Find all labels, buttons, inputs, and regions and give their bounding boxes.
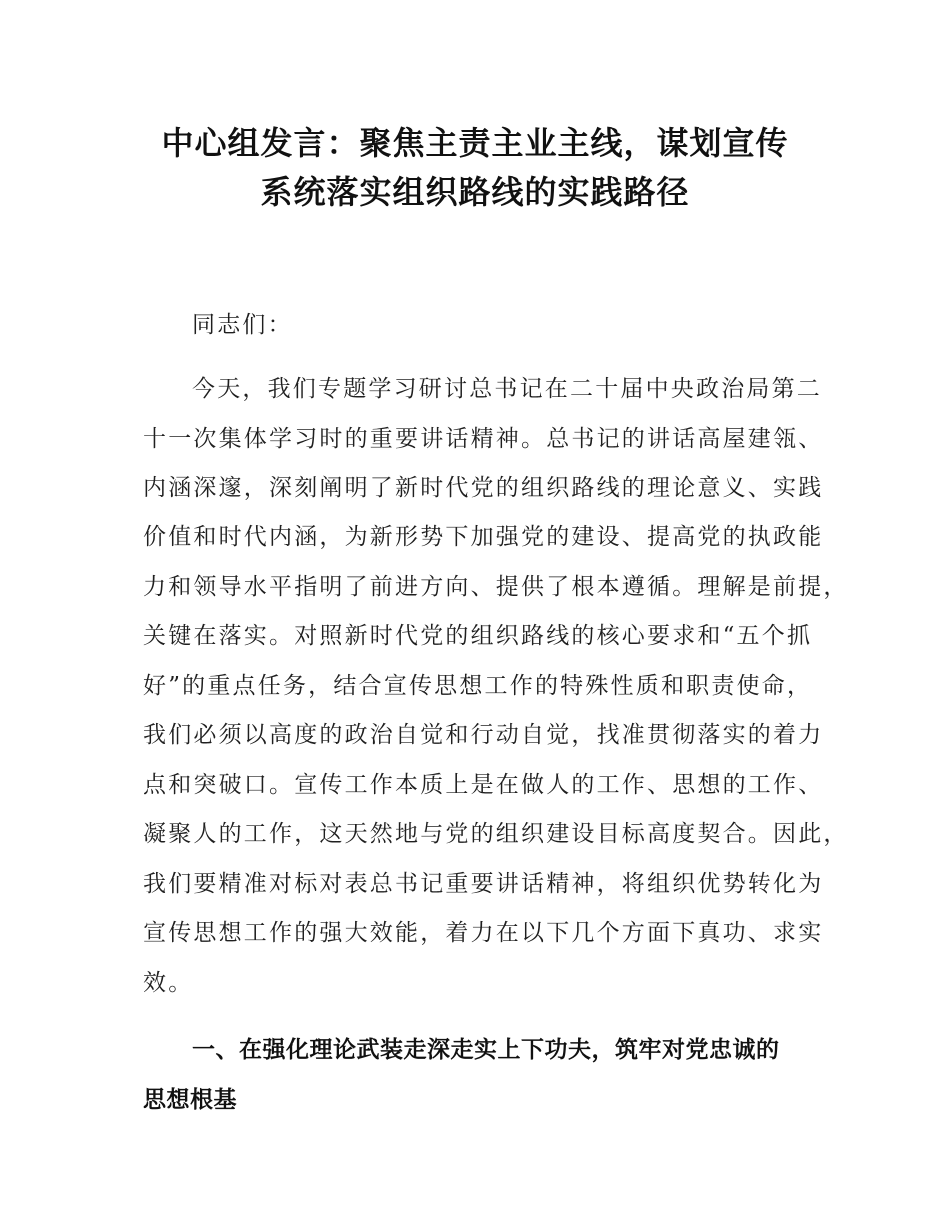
paragraph-line: 价值和时代内涵，为新形势下加强党的建设、提高党的执政能 bbox=[143, 524, 824, 550]
section-heading-line-2: 思想根基 bbox=[143, 1087, 237, 1113]
paragraph-line: 关键在落实。对照新时代党的组织路线的核心要求和“五个抓 bbox=[143, 623, 813, 649]
paragraph-line: 凝聚人的工作，这天然地与党的组织建设目标高度契合。因此， bbox=[143, 821, 849, 847]
paragraph-line: 内涵深邃，深刻阐明了新时代党的组织路线的理论意义、实践 bbox=[143, 475, 824, 501]
salutation: 同志们： bbox=[192, 312, 293, 338]
paragraph-line: 今天，我们专题学习研讨总书记在二十届中央政治局第二 bbox=[192, 376, 822, 402]
document-title-line-2: 系统落实组织路线的实践路径 bbox=[260, 173, 690, 211]
paragraph-line: 十一次集体学习时的重要讲话精神。总书记的讲话高屋建瓴、 bbox=[143, 426, 824, 452]
document-title-line-1: 中心组发言：聚焦主责主业主线，谋划宣传 bbox=[161, 124, 789, 162]
paragraph-line: 力和领导水平指明了前进方向、提供了根本遵循。理解是前提， bbox=[143, 574, 849, 600]
paragraph-line: 好”的重点任务，结合宣传思想工作的特殊性质和职责使命， bbox=[143, 673, 813, 699]
paragraph-line: 宣传思想工作的强大效能，着力在以下几个方面下真功、求实 bbox=[143, 920, 824, 946]
paragraph-line: 效。 bbox=[143, 970, 194, 996]
paragraph-line: 我们要精准对标对表总书记重要讲话精神，将组织优势转化为 bbox=[143, 871, 824, 897]
paragraph-line: 我们必须以高度的政治自觉和行动自觉，找准贯彻落实的着力 bbox=[143, 722, 824, 748]
paragraph-line: 点和突破口。宣传工作本质上是在做人的工作、思想的工作、 bbox=[143, 772, 824, 798]
section-heading-line-1: 一、在强化理论武装走深走实上下功夫，筑牢对党忠诚的 bbox=[192, 1037, 780, 1063]
